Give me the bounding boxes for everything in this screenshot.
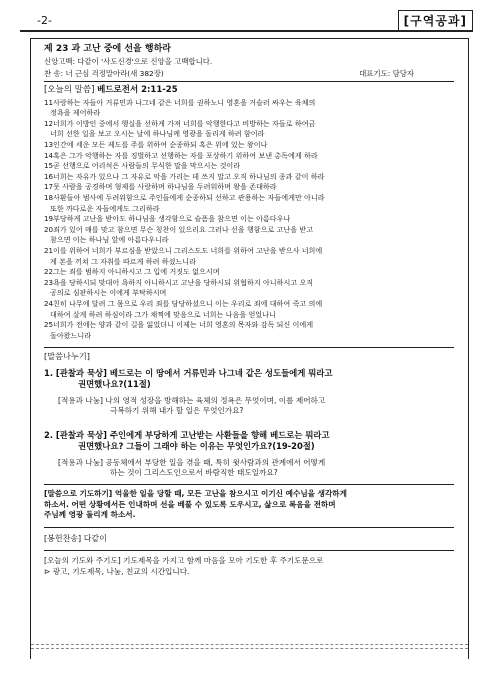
verse-line: 17뭇 사람을 공경하며 형제를 사랑하며 하나님을 두려워하며 왕을 존대하라: [44, 182, 277, 192]
creed-line: 신앙고백: 다같이 '사도신경'으로 신앙을 고백합니다.: [44, 57, 213, 67]
a1-line-2: 극복하기 위해 내가 할 일은 무엇인가요?: [110, 405, 244, 415]
verse-line: 22그는 죄를 범하지 아니하시고 그 입에 거짓도 없으시며: [44, 267, 220, 277]
q2-line-1: 2. [관찰과 묵상] 주인에게 부당하게 고난받는 사환들을 향해 베드로는 뭐라고: [44, 429, 330, 440]
header-rule: [20, 30, 473, 32]
verse-line: 게 본을 끼쳐 그 자취를 따르게 하려 하셨느니라: [50, 256, 196, 266]
verse-line: 11사랑하는 자들아 거류민과 나그네 같은 너희를 권하노니 영혼을 거슬러 싸우는 육체의: [44, 97, 316, 107]
q2-line-2: 권면했나요? 그들이 그래야 하는 이유는 무엇인가요?(19-20절): [78, 441, 315, 452]
word-ref: 베드로전서 2:11-25: [97, 85, 178, 96]
verse-list: [44, 98, 454, 342]
a2-line-2: 하는 것이 그리스도인으로서 바람직한 태도일까요?: [110, 467, 278, 477]
hymn-line: 찬 송: 너 근심 걱정말아라(새 382장): [44, 68, 164, 78]
verse-line: 18사환들아 범사에 두려워함으로 주인들에게 순종하되 선하고 관용하는 자들에게만 아니라: [44, 192, 325, 202]
verse-line: 너희 선한 일을 보고 오시는 날에 하나님께 영광을 돌리게 하려 함이라: [50, 129, 265, 139]
bottom-dash: [31, 644, 468, 645]
hymn-row: [44, 69, 454, 79]
sharing-label: [말씀나누기]: [44, 351, 90, 362]
prayer-lead: 대표기도: 담당자: [359, 68, 414, 78]
verse-line: 정욕을 제어하라: [50, 108, 101, 118]
verse-line: 16너희는 자유가 있으나 그 자유로 악을 가리는 데 쓰지 말고 오직 하나님의 종과 같이 하라: [44, 171, 325, 181]
today-line-1: [오늘의 기도와 주기도] 기도제목을 가지고 함께 마음을 모아 기도한 후 주기도문으로: [44, 556, 324, 566]
a1-line-1: [적용과 나눔] 나의 영적 성장을 방해하는 육체의 정욕은 무엇이며, 이를 제어하고: [58, 395, 326, 405]
verse-line: 돌아왔느니라: [50, 330, 92, 340]
sharing-section: [44, 347, 454, 478]
verse-line: 15곧 선행으로 어리석은 사람들의 무식한 말을 막으시는 것이라: [44, 161, 241, 171]
verse-line: 19부당하게 고난을 받아도 하나님을 생각함으로 슬픔을 참으면 이는 아름다우나: [44, 214, 291, 224]
today-line-2: ⊳ 광고, 기도제목, 나눔, 친교의 시간입니다.: [44, 566, 190, 576]
word-heading: [44, 85, 454, 95]
question-2: [44, 430, 454, 453]
verse-line: 12너희가 이방인 중에서 행실을 선하게 가져 너희를 악행한다고 비방하는 자들로 하여금: [44, 118, 316, 128]
verse-line: 14혹은 그가 악행하는 자를 징벌하고 선행하는 자를 포상하기 위하여 보낸 총독에게 하라: [44, 150, 318, 160]
verse-line: 대하여 살게 하려 하심이라 그가 채찍에 맞음으로 너희는 나음을 얻었나니: [50, 309, 276, 319]
prayer-line-2: 하소서. 어떤 상황에서든 인내하며 선을 베풀 수 있도록 도우시고, 삶으로 복음을 전하며: [44, 499, 336, 509]
page-number: -2-: [37, 14, 52, 27]
verse-line: 공의로 심판하시는 이에게 부탁하시며: [50, 288, 167, 298]
header-tag: [구역공과]: [398, 10, 473, 31]
verse-line: 21이를 위하여 너희가 부르심을 받았으니 그리스도도 너희를 위하여 고난을 받으사 너희에: [44, 245, 323, 255]
question-1: [44, 368, 454, 391]
prayer-line-1: [말씀으로 기도하기] 억울한 일을 당할 때, 모든 고난을 참으시고 이기신 예수님을 생각하게: [44, 489, 347, 499]
word-label: [오늘의 말씀]: [44, 85, 95, 96]
verse-line: 24친히 나무에 달려 그 몸으로 우리 죄를 담당하셨으니 이는 우리로 죄에 대하여 죽고 의에: [44, 298, 323, 308]
header-underline: [44, 81, 454, 82]
answer-1: [58, 396, 454, 416]
offering-section: [봉헌찬송] 다같이: [44, 527, 454, 544]
today-section: [44, 550, 454, 577]
answer-2: [58, 458, 454, 478]
lesson-title: 제 23 과 고난 중에 선을 행하라: [44, 44, 171, 54]
q1-line-1: 1. [관찰과 묵상] 베드로는 이 땅에서 거류민과 나그네 같은 성도들에게 뭐라고: [44, 367, 333, 378]
a2-line-1: [적용과 나눔] 공동체에서 부당한 일을 겪을 때, 특히 윗사람과의 관계에서 어떻게: [58, 457, 326, 467]
closing-prayer: [44, 484, 454, 521]
bottom-dash-2: [31, 648, 468, 649]
q1-line-2: 권면했나요?(11절): [78, 379, 151, 390]
verse-line: 참으면 이는 하나님 앞에 아름다우니라: [50, 235, 169, 245]
verse-line: 13인간에 세운 모든 제도를 주를 위하여 순종하되 혹은 위에 있는 왕이나: [44, 140, 268, 149]
verse-line: 20죄가 있어 매를 맞고 참으면 무슨 칭찬이 있으리요 그러나 선을 행함으로 고난을 받고: [44, 224, 314, 234]
prayer-line-3: 주님께 영광 돌리게 하소서.: [44, 510, 136, 520]
lesson-content: [44, 44, 454, 578]
verse-line: 또한 까다로운 자들에게도 그리하라: [50, 203, 160, 213]
verse-line: 23욕을 당하시되 맞대어 욕하지 아니하시고 고난을 당하시되 위협하지 아니하시고 오직: [44, 277, 314, 287]
verse-line: 25너희가 전에는 양과 같이 길을 잃었더니 이제는 너희 영혼의 목자와 감독 되신 이에게: [44, 320, 314, 330]
